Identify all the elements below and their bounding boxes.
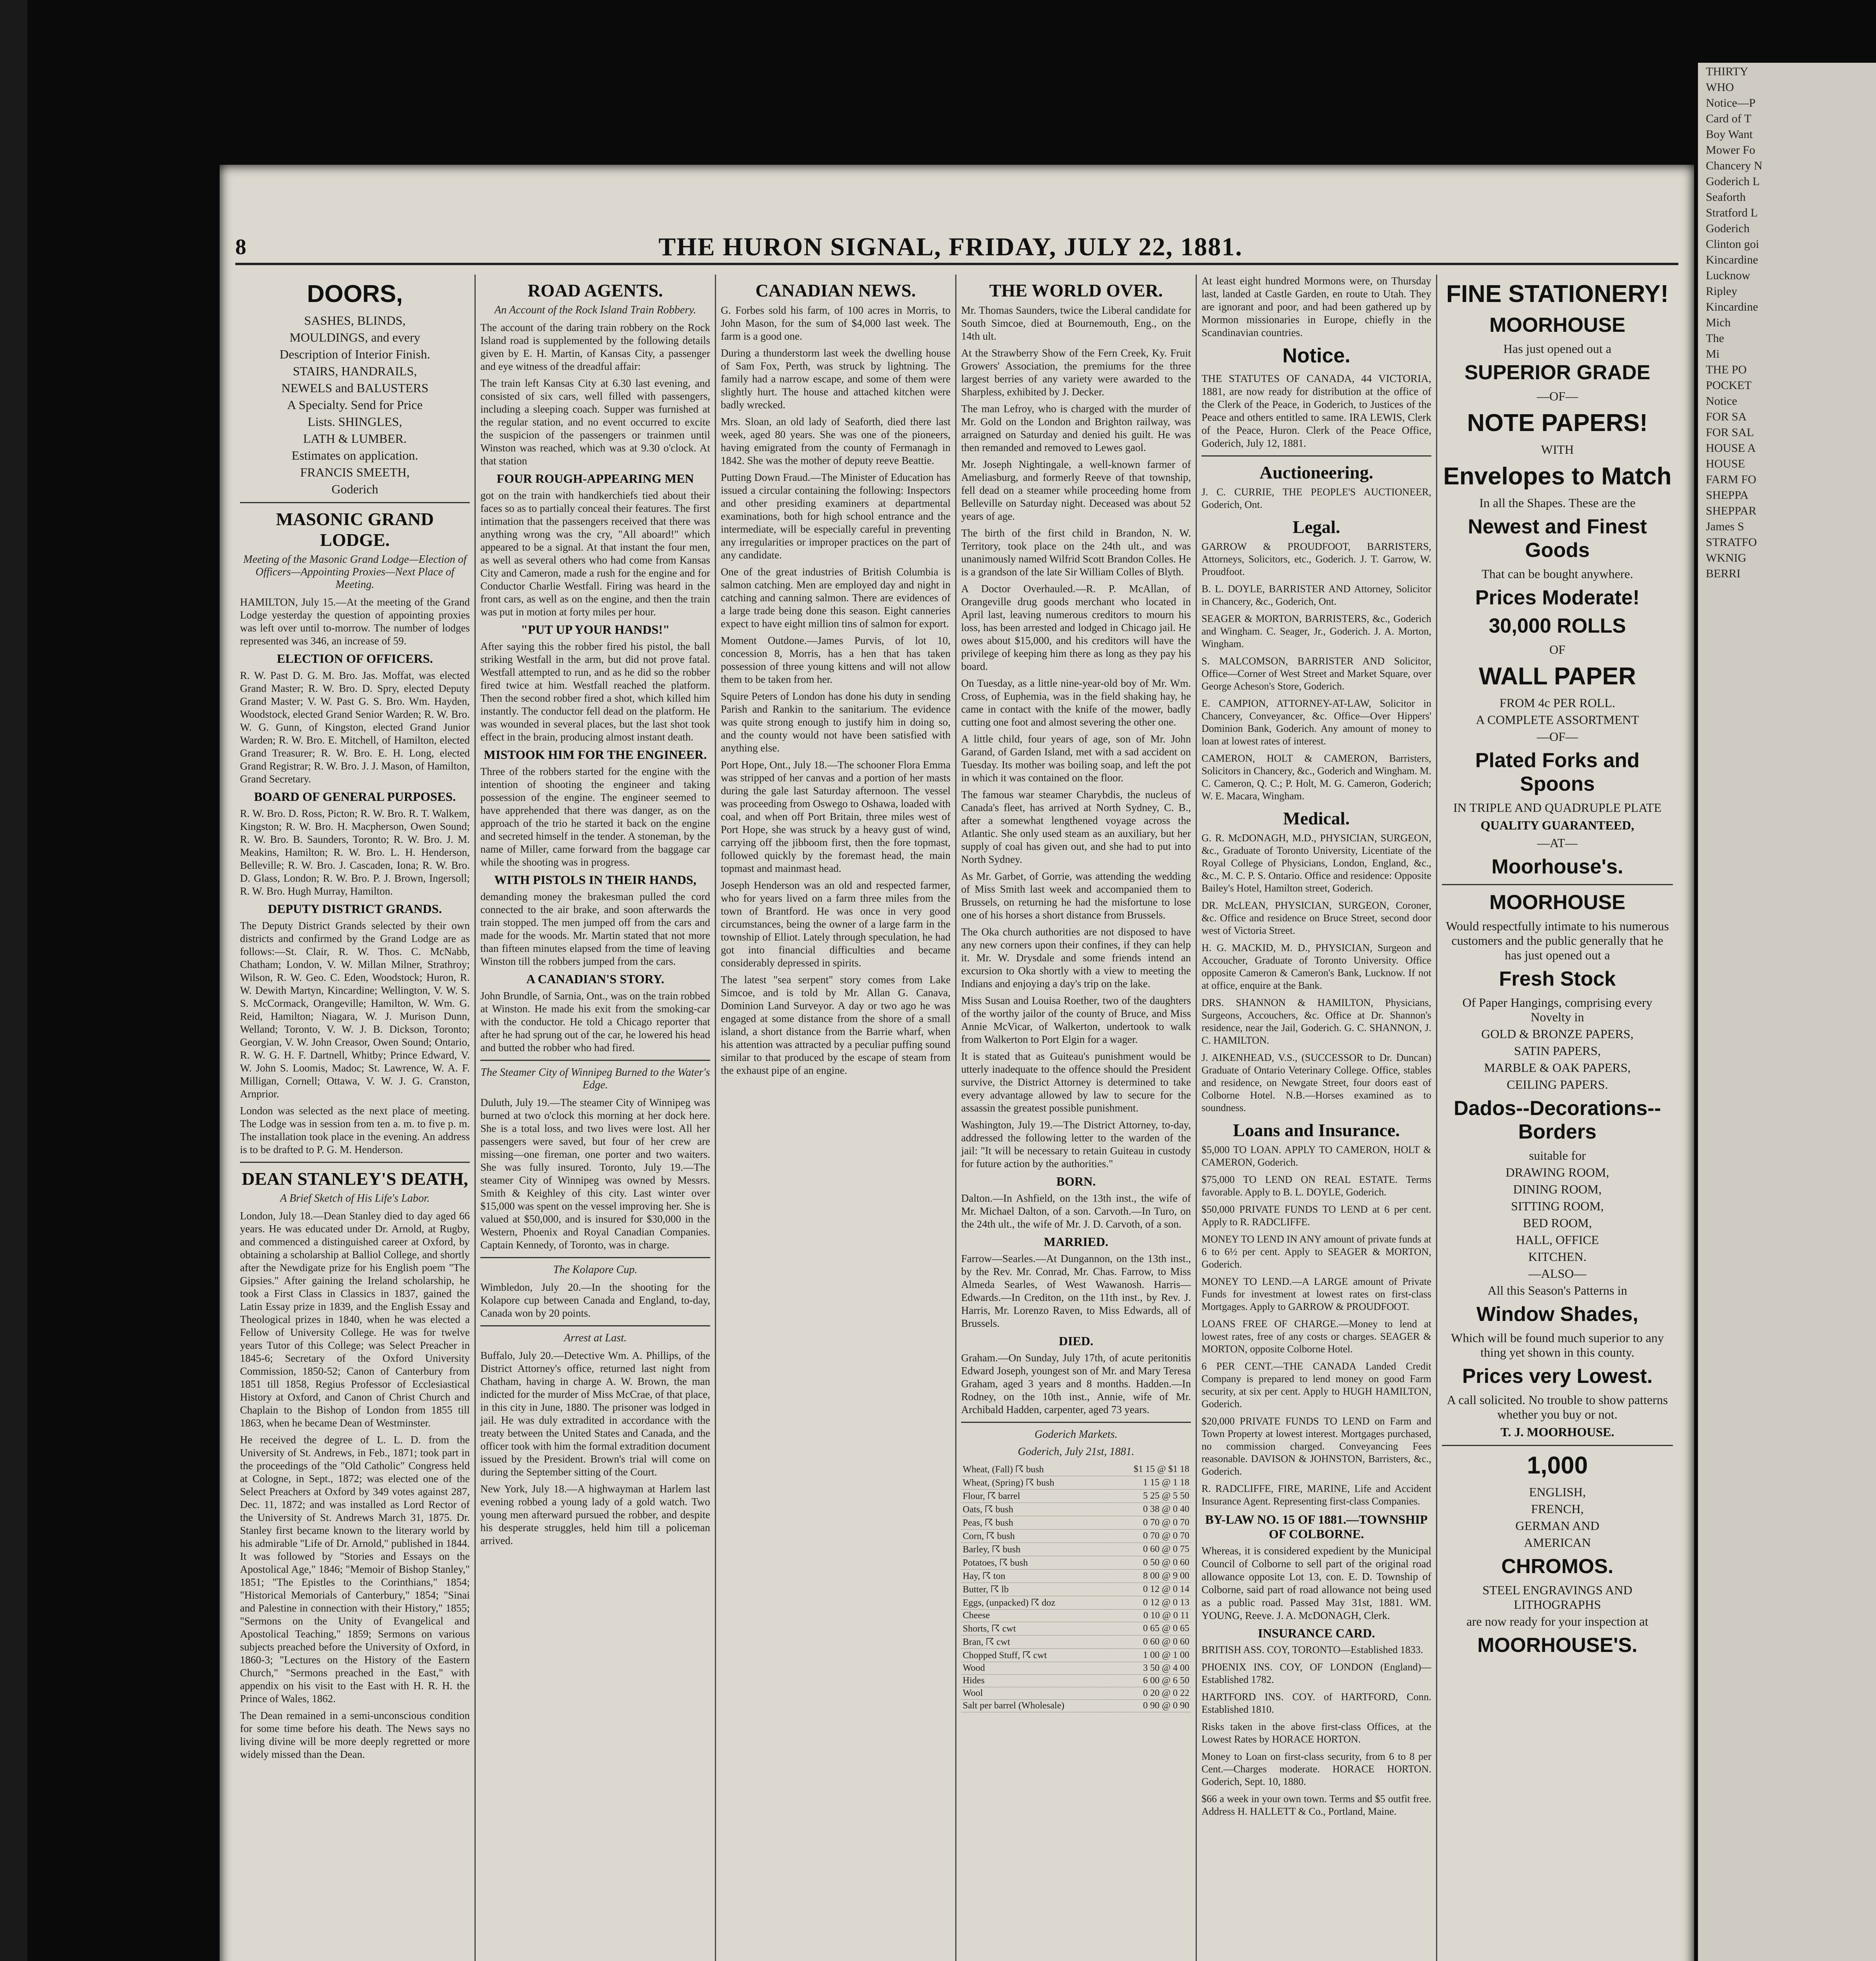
market-row (961, 1543, 1191, 1556)
world-text-13: It is stated that as Guiteau's punishment would be utterly inadequate to the offence should the President survive, the District Attorney is determined to take every advantage allowed by law to secure for the assassin the greatest possible punishment. (961, 1050, 1191, 1114)
market-item: Hides (961, 1675, 1108, 1687)
canadian-text-1: G. Forbes sold his farm, of 100 acres in Morris, to John Mason, for the sum of $4,000 last week. The farm is a good one. (721, 304, 951, 342)
scrap-fragment: POCKET (1706, 379, 1752, 392)
scrap-fragment: Mi (1706, 347, 1720, 360)
ad-line-7: IN TRIPLE AND QUADRUPLE PLATE (1453, 800, 1661, 815)
papers-list (1442, 1027, 1673, 1092)
market-row (961, 1530, 1191, 1543)
market-price: 1 15 @ 1 18 (1108, 1476, 1191, 1490)
doors-ad-line: FRANCIS SMEETH, (300, 465, 410, 479)
board-text: R. W. Bro. D. Ross, Picton; R. W. Bro. R. T. Walkem, Kingston; R. W. Bro. H. Macpherson, Owen Sound; R. W. Bro. B. Saunders, Toronto; R. W. Bro. J. M. Meakins, Hamilton; R. W. Bro. L. H. Henderson, Belleville; R. W. Bro. J. Cascaden, Iona; R. W. Bro. D. Glass, London; R. W. Bro. P. J. Brown, Ingersoll; R. W. Bro. Hugh Murray, Hamilton. (240, 808, 470, 897)
scrap-fragment: Notice (1706, 395, 1737, 407)
doors-ad-line: SASHES, BLINDS, (304, 313, 406, 327)
road-agents-subtitle: An Account of the Rock Island Train Robbery. (494, 304, 696, 316)
scrap-fragment: Kincardine (1706, 253, 1758, 266)
market-price: 5 25 @ 5 50 (1108, 1490, 1191, 1503)
medical-card: DR. McLEAN, PHYSICIAN, SURGEON, Coroner, &c. Office and residence on Bruce Street, second door west of Victoria Street. (1202, 900, 1431, 936)
scrap-fragment: FOR SAL (1706, 426, 1754, 439)
loan-card: LOANS FREE OF CHARGE.—Money to lend at lowest rates, free of any costs or charges. SEAGER & MORTON, opposite Colborne Hotel. (1202, 1318, 1431, 1355)
world-text-12: Miss Susan and Louisa Roether, two of the daughters of the worthy jailor of the county of Bruce, and Miss Annie McVicar, of Walkerton, undertook to walk from Walkerton to Port Elgin for a wager. (961, 995, 1191, 1045)
markets-table (961, 1463, 1191, 1712)
doors-ad-line: Goderich (331, 482, 378, 496)
legal-card: B. L. DOYLE, BARRISTER AND Attorney, Solicitor in Chancery, &c., Goderich, Ont. (1202, 583, 1431, 607)
market-item: Eggs, (unpacked) ☈ doz (961, 1596, 1108, 1610)
of-1: OF (1549, 642, 1565, 657)
arrest-text-2: New York, July 18.—A highwayman at Harlem last evening robbed a young lady of a gold watch. Two young men afterward pursued the robber, and despite his desperate struggles, held him till a policeman arrived. (480, 1483, 710, 1546)
loans-title: Loans and Insurance. (1233, 1120, 1400, 1140)
ad-line-3: In all the Shapes. These are the (1479, 496, 1636, 510)
election-heading: ELECTION OF OFFICERS. (277, 651, 433, 666)
legal-card: E. CAMPION, ATTORNEY-AT-LAW, Solicitor in Chancery, Conveyancer, &c. Office—Over Hippers' Dominion Bank, Goderich. Any amount of money to loan at lowest rates of interest. (1202, 698, 1431, 747)
insurance-list (1202, 1644, 1431, 1746)
paper-type: CEILING PAPERS. (1507, 1077, 1608, 1091)
room-type: DRAWING ROOM, (1505, 1165, 1609, 1179)
adjacent-page-scrap (1698, 63, 1876, 1961)
scrap-fragment: SHEPPAR (1706, 504, 1756, 517)
kolapore-text: Wimbledon, July 20.—In the shooting for the Kolapore cup between Canada and England, to-day, Canada won by 20 points. (480, 1281, 710, 1319)
ad-line-1: Has just opened out a (1503, 342, 1612, 356)
canadian-text-9: Joseph Henderson was an old and respected farmer, who for years lived on a farm three miles from the town of Brantford. He was once in very good circumstances, being the owner of a large farm in the township of Elliot. Lately through speculation, he had got into financial difficulties and became considerably depressed in spirits. (721, 879, 951, 969)
market-item: Wood (961, 1662, 1108, 1675)
market-item: Bran, ☈ cwt (961, 1635, 1108, 1649)
scrap-fragment: HOUSE (1706, 457, 1745, 470)
divider (480, 1325, 710, 1326)
loan-card: 6 PER CENT.—THE CANADA Landed Credit Company is prepared to lend money on good Farm security, at six per cent. Apply to HUGH HAMILTON, Goderich. (1202, 1361, 1431, 1410)
market-item: Wool (961, 1687, 1108, 1700)
moorhouses-final: MOORHOUSE'S. (1477, 1634, 1638, 1657)
steamer-title: The Steamer City of Winnipeg Burned to the Water's Edge. (480, 1066, 710, 1091)
doors-ad-line: A Specialty. Send for Price (287, 398, 423, 412)
world-text-3: The man Lefroy, who is charged with the murder of Mr. Gold on the London and Brighton railway, was arraigned on Saturday and denied his guilt. He was then remanded and removed to Lewes gaol. (961, 403, 1191, 453)
medical-list (1202, 832, 1431, 1114)
canadian-text-2: During a thunderstorm last week the dwelling house of Sam Fox, Perth, was struck by lightning. The family had a narrow escape, and some of them were slightly hurt. The house and attached kitchen were badly wrecked. (721, 347, 951, 411)
moorhouses-title: Moorhouse's. (1491, 855, 1623, 878)
stanley-text-3: The Dean remained in a semi-unconscious condition for some time before his death. The News says no living divine will be more deeply regretted or more widely missed than the Dean. (240, 1710, 470, 1760)
stanley-text-2: He received the degree of L. L. D. from the University of St. Andrews, in Feb., 1871; took part in the proceedings of the "Old Catholic" Congress held at Cologne, in Sept., 1872; was elected one of the Select Preachers at Oxford by 349 votes against 287, Dec. 11, 1872; and was installed as Lord Rector of the University of St. Andrews March 31, 1875. Dr. Stanley first became known to the literary world by his admirable "Life of Dr. Arnold," published in 1844. It was followed by "Stories and Essays on the Apostolical Age," 1846; "Memoir of Bishop Stanley," 1851; "The Epistles to the Corinthians," 1854; "Historical Memorials of Canterbury," 1854; "Sinai and Palestine in connection with their History," 1855; "Sermons on the Unity of Evangelical and Apostolical Teaching," 1859; Sermons on various subjects preached before the University of Oxford, in 1860-3; "Lectures on the History of the Eastern Church," "Sermons preached in the East," with appendix on his visit to the East with H. R. H. the Prince of Wales, 1862. (240, 1434, 470, 1705)
steamer-text: Duluth, July 19.—The steamer City of Winnipeg was burned at two o'clock this morning at her dock here. She is a total loss, and two lives were lost. All her passengers were saved, but four of her crew are missing—one fireman, one porter and two waiters. She was fully insured. Toronto, July 19.—The steamer City of Winnipeg was owned by Messrs. Smith & Keighley of this city. Last winter over $15,000 was spent on the vessel improving her. She is valued at $50,000, and is insured for $30,000 in the Western, Phoenix and Royal Canadian Companies. Captain Kennedy, of Toronto, was in charge. (480, 1097, 710, 1251)
road-text-4: After saying this the robber fired his pistol, the ball striking Westfall in the arm, but did not prove fatal. Westfall attempted to run, and as he did so the robber fired twice at him. Westfall reached the platform. Then the second robber fired a shot, which killed him instantly. The conductor fell dead on the platform. He was wounded in several places, but the last shot took effect in the brain, producing almost instant death. (480, 640, 710, 743)
newspaper-page (220, 165, 1694, 1961)
scrap-fragment: Lucknow (1706, 269, 1751, 282)
sixty-ad: $66 a week in your own town. Terms and $5 outfit free. Address H. HALLETT & Co., Portland, Maine. (1202, 1793, 1431, 1817)
market-price: 0 60 @ 0 75 (1108, 1543, 1191, 1556)
insurance-title: INSURANCE CARD. (1258, 1626, 1375, 1640)
left-edge-scrap (0, 0, 27, 1961)
chromos-title: CHROMOS. (1501, 1555, 1614, 1578)
born-heading: BORN. (1056, 1174, 1096, 1188)
scrap-fragment: Goderich (1706, 222, 1750, 235)
insurance-item: BRITISH ASS. COY, TORONTO—Established 1833. (1202, 1644, 1423, 1655)
note-papers-title: NOTE PAPERS! (1467, 409, 1648, 437)
market-item: Corn, ☈ bush (961, 1530, 1108, 1543)
canadian-text-4: Putting Down Fraud.—The Minister of Education has issued a circular containing the following: Inspectors and other presiding examiners at departmental examinations, both for high school entrance and the intermediate, will be especially careful in preventing any irregularities or improper practices on the part of any candidate. (721, 471, 951, 561)
scrap-fragment: James S (1706, 520, 1744, 533)
road-text-2: The train left Kansas City at 6.30 last evening, and consisted of six cars, well filled with passengers, including a sleeping coach. Supper was furnished at the regular station, and no event occurred to excite the suspicion of the passengers or trainmen until Winston was reached, which was at 9.30 o'clock. At that station (480, 377, 710, 467)
road-text-7: John Brundle, of Sarnia, Ont., was on the train robbed at Winston. He made his exit from the smoking-car with the conductor. He told a Chicago reporter that after he had sprung out of the car, he lowered his head and butted the robber who had fired. (480, 990, 710, 1053)
scrap-fragment: Chancery N (1706, 159, 1763, 172)
divider (1442, 884, 1673, 885)
scrap-fragment: Card of T (1706, 112, 1752, 125)
market-item: Salt per barrel (Wholesale) (961, 1700, 1108, 1712)
died-text: Graham.—On Sunday, July 17th, of acute peritonitis Edward Joseph, youngest son of Mr. and Mary Teresa Graham, aged 3 years and 8 months. Hadden.—In Rodney, on the 10th inst., Annie, wife of Mr. Archibald Hadden, carpenter, aged 73 years. (961, 1352, 1191, 1415)
stanley-subtitle: A Brief Sketch of His Life's Labor. (280, 1192, 430, 1204)
arrest-text: Buffalo, July 20.—Detective Wm. A. Phillips, of the District Attorney's office, returned last night from Chatham, having in charge A. W. Brown, the man indicted for the murder of Miss McCrae, of that place, in this city in June, 1880. The prisoner was lodged in jail. He was duly extradited in accordance with the treaty between the United States and Canada, and the officer took with him the formal extradition document issued by the President. Brown's trial will come on during the September sitting of the Court. (480, 1350, 710, 1478)
insurance-item: HARTFORD INS. COY. of HARTFORD, Conn. Established 1810. (1202, 1691, 1431, 1715)
thousand-title: 1,000 (1527, 1452, 1588, 1479)
market-row (961, 1687, 1191, 1700)
scrap-fragment: WKNIG (1706, 551, 1747, 564)
scrap-fragment: Kincardine (1706, 300, 1758, 313)
road-text-5: Three of the robbers started for the engine with the intention of shooting the engineer and taking possession of the engine. The engineer seemed to have apprehended that there was danger, as on the approach of the trio he started it back on the engine and secreted himself in the tender. A stoneman, by the name of Miller, came forward from the baggage car while the shooting was in progress. (480, 766, 710, 868)
window-shades-title: Window Shades, (1476, 1303, 1638, 1326)
scrap-fragment: Clinton goi (1706, 238, 1759, 251)
chromo-origin: ENGLISH, (1529, 1485, 1586, 1499)
hands-heading: "PUT UP YOUR HANDS!" (521, 622, 670, 637)
world-text-1: Mr. Thomas Saunders, twice the Liberal candidate for South Simcoe, died at Bournemouth, Eng., on the 14th ult. (961, 304, 1191, 342)
column-5 (1197, 275, 1437, 1961)
canadian-text-10: The latest "sea serpent" story comes from Lake Simcoe, and is told by Mr. Allan G. Canava, Dominion Land Surveyor. A day or two ago he was engaged at some distance from the shore of a small island, a short distance from the Barrie wharf, when his attention was attracted by a peculiar puffing sound similar to that produced by the escape of steam from the exhaust pipe of an engine. (721, 974, 951, 1076)
market-row (961, 1610, 1191, 1622)
doors-ad-line: Lists. SHINGLES, (307, 415, 402, 429)
divider (1202, 455, 1431, 457)
doors-ad-title: DOORS, (307, 280, 403, 307)
doors-ad-line: Estimates on application. (291, 448, 418, 462)
with-line: WITH (1541, 442, 1574, 457)
auction-title: Auctioneering. (1259, 462, 1373, 482)
masonic-text: HAMILTON, July 15.—At the meeting of the Grand Lodge yesterday the question of appointing proxies was left over until to-morrow. The number of lodges represented was 346, an increase of 59. (240, 596, 470, 647)
road-text-1: The account of the daring train robbery on the Rock Island road is supplemented by the following details given by E. H. Martin, of Kansas City, a passenger and eye witness of the dreadful affair: (480, 322, 710, 372)
market-row (961, 1570, 1191, 1583)
notice-title: Notice. (1282, 344, 1351, 367)
market-price: $1 15 @ $1 18 (1108, 1463, 1191, 1476)
ad-line-12: A call solicited. No trouble to show patterns whether you buy or not. (1447, 1393, 1668, 1421)
market-item: Wheat, (Spring) ☈ bush (961, 1476, 1108, 1490)
legal-card: S. MALCOMSON, BARRISTER AND Solicitor, Office—Corner of West Street and Market Square, over George Acheson's Store, Goderich. (1202, 655, 1431, 692)
divider (240, 1162, 470, 1163)
election-text: R. W. Past D. G. M. Bro. Jas. Moffat, was elected Grand Master; R. W. Bro. D. Spry, elected Deputy Grand Master; V. W. Past G. S. Bro. Wm. Hayden, Woodstock, elected Grand Senior Warden; R. W. Bro. W. G. Gunn, of Kingston, elected Grand Junior Warden; R. W. Bro. E. Mitchell, of Hamilton, elected Grand Treasurer; R. W. Bro. E. H. Long, elected Grand Registrar; R. W. Bro. J. J. Mason, of Hamilton, Grand Secretary. (240, 669, 470, 785)
masonic-title: MASONIC GRAND LODGE. (276, 509, 434, 550)
fine-stationery-title: FINE STATIONERY! (1446, 280, 1669, 307)
market-price: 0 65 @ 0 65 (1108, 1622, 1191, 1635)
kolapore-title: The Kolapore Cup. (553, 1264, 638, 1276)
insurance-item: PHOENIX INS. COY, OF LONDON (England)—Established 1782. (1202, 1661, 1431, 1685)
doors-ad-lines (240, 313, 470, 497)
four-men-heading: FOUR ROUGH-APPEARING MEN (496, 471, 694, 486)
market-item: Cheese (961, 1610, 1108, 1622)
insurance-close: Money to Loan on first-class security, from 6 to 8 per Cent.—Charges moderate. HORACE HORTON. Goderich, Sept. 10, 1880. (1202, 1751, 1431, 1787)
doors-ad-line: NEWELS and BALUSTERS (281, 381, 429, 395)
room-type: SITTING ROOM, (1511, 1199, 1604, 1213)
column-6 (1437, 275, 1678, 1961)
dados-title: Dados--Decorations--Borders (1454, 1097, 1661, 1143)
market-item: Chopped Stuff, ☈ cwt (961, 1649, 1108, 1662)
paper-type: MARBLE & OAK PAPERS, (1484, 1061, 1631, 1075)
market-item: Oats, ☈ bush (961, 1503, 1108, 1516)
market-price: 0 12 @ 0 14 (1108, 1583, 1191, 1596)
market-price: 8 00 @ 9 00 (1108, 1570, 1191, 1583)
doors-ad-line: LATH & LUMBER. (303, 431, 407, 446)
scrap-fragment: Goderich L (1706, 175, 1760, 188)
market-row (961, 1463, 1191, 1476)
scrap-fragment: FARM FO (1706, 473, 1756, 486)
ad-line-6: A COMPLETE ASSORTMENT (1476, 713, 1639, 727)
ad-line-8: Would respectfully intimate to his numerous customers and the public generally that he has just opened out a (1446, 919, 1669, 962)
market-price: 0 12 @ 0 13 (1108, 1596, 1191, 1610)
mistook-heading: MISTOOK HIM FOR THE ENGINEER. (484, 748, 707, 762)
markets-title: Goderich Markets. (1034, 1428, 1118, 1441)
market-item: Hay, ☈ ton (961, 1570, 1108, 1583)
column-4 (956, 275, 1197, 1961)
divider (1442, 1445, 1673, 1446)
market-row (961, 1635, 1191, 1649)
prices-lowest-title: Prices very Lowest. (1462, 1365, 1653, 1388)
paper-type: GOLD & BRONZE PAPERS, (1481, 1027, 1634, 1041)
legal-card: CAMERON, HOLT & CAMERON, Barristers, Solicitors in Chancery, &c., Goderich and Wingham. M. C. Cameron, Q. C.; P. Holt, M. G. Cameron, Goderich; W. E. Macara, Wingham. (1202, 753, 1432, 802)
at-line: —AT— (1537, 836, 1578, 850)
market-item: Barley, ☈ bush (961, 1543, 1108, 1556)
origins-list (1442, 1485, 1673, 1550)
pistols-heading: WITH PISTOLS IN THEIR HANDS, (494, 873, 696, 887)
newspaper-title: THE HURON SIGNAL, FRIDAY, JULY 22, 1881. (658, 233, 1243, 261)
columns (235, 275, 1678, 1961)
loan-card: MONEY TO LEND.—A LARGE amount of Private Funds for investment at lowest rates on first-class Mortgages. Apply to GARROW & PROUDFOOT. (1202, 1276, 1431, 1312)
market-price: 1 00 @ 1 00 (1108, 1649, 1191, 1662)
moorhouse-name-2: MOORHOUSE (1489, 891, 1625, 914)
scrap-fragment: Seaforth (1706, 191, 1746, 204)
scrap-fragment: THIRTY (1706, 65, 1749, 78)
divider (480, 1060, 710, 1061)
canadian-text-7: Squire Peters of London has done his duty in sending Parish and Rankin to the sanitarium. The evidence was quite strong enough to justify him in doing so, and the county would not have been satisfied with anything else. (721, 690, 951, 754)
or-1: —OF— (1537, 389, 1578, 403)
market-item: Wheat, (Fall) ☈ bush (961, 1463, 1108, 1476)
world-text-11: The Oka church authorities are not disposed to have any new corners upon their confines, if they can help it. Mr. W. Drysdale and some friends intend an excursion to Oka shortly with a view to meeting the Indians and enjoying a day's trip on the lake. (961, 926, 1191, 990)
scrap-fragment: The (1706, 332, 1724, 345)
born-text: Dalton.—In Ashfield, on the 13th inst., the wife of Mr. Michael Dalton, of a son. Carvoth.—In Turo, on the 24th ult., the wife of Mr. J. D. Carvoth, of a son. (961, 1192, 1191, 1230)
arrest-title: Arrest at Last. (564, 1332, 627, 1344)
road-text-6: demanding money the brakesman pulled the cord connected to the air brake, and soon afterwards the train stopped. The men jumped off from the cars and made for the woods. Mr. Martin stated that not more than fifteen minutes elapsed from the time of leaving Winston till the robbers jumped from the cars. (480, 891, 710, 967)
world-text-4: Mr. Joseph Nightingale, a well-known farmer of Ameliasburg, and formerly Reeve of that township, fell dead on a steamer while proceeding home from Belleville on Saturday night. Deceased was about 52 years of age. (961, 458, 1191, 522)
world-text-14: Washington, July 19.—The District Attorney, to-day, addressed the following letter to the warden of the jail: "It will be necessary to retain Guiteau in custody for future action by the authorities." (961, 1119, 1191, 1170)
market-row (961, 1476, 1191, 1490)
chromo-origin: FRENCH, (1531, 1502, 1584, 1516)
world-text-5: The birth of the first child in Brandon, N. W. Territory, took place on the 24th ult., and was unanimously named Wilfrid Scott Brandon Colles. He is a grandson of the late Sir William Colles of Blyth. (961, 527, 1191, 578)
legal-card: GARROW & PROUDFOOT, BARRISTERS, Attorneys, Solicitors, etc., Goderich. J. T. Garrow, W. Proudfoot. (1202, 541, 1431, 577)
market-item: Butter, ☈ lb (961, 1583, 1108, 1596)
ad-line-14: are now ready for your inspection at (1466, 1614, 1649, 1628)
chromo-origin: AMERICAN (1524, 1535, 1591, 1550)
world-over-title: THE WORLD OVER. (989, 280, 1163, 300)
ad-line-13: STEEL ENGRAVINGS AND LITHOGRAPHS (1482, 1583, 1632, 1612)
room-type: DINING ROOM, (1513, 1182, 1602, 1196)
scrap-fragment: WHO (1706, 81, 1734, 94)
column-3 (716, 275, 956, 1961)
doors-ad-line: Description of Interior Finish. (280, 347, 430, 361)
paper-type: SATIN PAPERS, (1514, 1044, 1601, 1058)
ad-line-5: FROM 4c PER ROLL. (1499, 696, 1616, 710)
market-item: Shorts, ☈ cwt (961, 1622, 1108, 1635)
divider (240, 502, 470, 503)
scrap-fragment: Stratford L (1706, 206, 1758, 219)
scrap-fragment: Boy Want (1706, 128, 1753, 141)
also-line: —ALSO— (1528, 1266, 1587, 1281)
market-row (961, 1700, 1191, 1712)
loan-card: MONEY TO LEND IN ANY amount of private funds at 6 to 6½ per cent. Apply to SEAGER & MORTON, Goderich. (1202, 1233, 1431, 1270)
loan-card: $50,000 PRIVATE FUNDS TO LEND at 6 per cent. Apply to R. RADCLIFFE. (1202, 1204, 1431, 1228)
married-text: Farrow—Searles.—At Dungannon, on the 13th inst., by the Rev. Mr. Conrad, Mr. Chas. Farrow, to Miss Almeda Searles, of West Wawanosh. Harris—Edwards.—In Crediton, on the 11th inst., by Rev. J. Harris, Mr. Lorenzo Raven, to Miss Edwards, all of Brussels. (961, 1253, 1191, 1329)
market-price: 0 38 @ 0 40 (1108, 1503, 1191, 1516)
legal-list (1202, 540, 1431, 802)
stanley-text-1: London, July 18.—Dean Stanley died to day aged 66 years. He was educated under Dr. Arnold, at Rugby, and commenced a distinguished career at Oxford, by obtaining a scholarship at Balliol College, and shortly after the Newdigate prize for his English poem "The Gipsies." After gaining the Ireland scholarship, he took a First Class in Classics in 1837, gained the Latin Essay prize in 1839, and the English Essay and Theological prizes in 1840, when he was elected a Fellow of University College. He was for twelve years Tutor of this College; was Select Preacher in 1845-6; Secretary of the Oxford University Commission, 1850-52; Canon of Canterbury from 1851 till 1858, Regius Professor of Ecclesiastical History at Oxford, and Canon of Christ Church and Chaplain to the Bishop of London from 1855 till 1863, when he became Dean of Westminster. (240, 1210, 470, 1429)
market-item: Flour, ☈ barrel (961, 1490, 1108, 1503)
canadian-story-heading: A CANADIAN'S STORY. (526, 972, 664, 986)
stanley-title: DEAN STANLEY'S DEATH, (242, 1169, 468, 1189)
masonic-close: London was selected as the next place of meeting. The Lodge was in session from ten a. m. to five p. m. The installation took place in the evening. An address is to be drafted to P. G. M. Henderson. (240, 1105, 470, 1155)
scrap-fragment: Notice—P (1706, 96, 1756, 109)
quality-guaranteed: QUALITY GUARANTEED, (1480, 818, 1634, 832)
legal-card: SEAGER & MORTON, BARRISTERS, &c., Goderich and Wingham. C. Seager, Jr., Goderich. J. A. Morton, Wingham. (1202, 613, 1431, 649)
loan-card: $5,000 TO LOAN. APPLY TO CAMERON, HOLT & CAMERON, Goderich. (1202, 1144, 1431, 1168)
room-type: BED ROOM, (1523, 1216, 1592, 1230)
market-row (961, 1622, 1191, 1635)
medical-title: Medical. (1283, 808, 1350, 828)
ad-line-10: All this Season's Patterns in (1487, 1283, 1627, 1297)
scrap-fragment: SHEPPA (1706, 489, 1749, 502)
world-text-8: A little child, four years of age, son of Mr. John Garand, of Garden Island, met with a sad accident on Tuesday. Its mother was boiling soap, and left the pot in which it was contained on the floor. (961, 733, 1191, 784)
column-1 (235, 275, 476, 1961)
world-text-6: A Doctor Overhauled.—R. P. McAllan, of Orangeville drug goods merchant who located in April last, leaving numerous creditors to mourn his loss, has been arrested and lodged in Chicago jail. He owes about $15,000, and his creditors will have the privilege of keeping him there as long as they pay his board. (961, 583, 1191, 672)
of-2: —OF— (1537, 729, 1578, 744)
canadian-text-6: Moment Outdone.—James Purvis, of lot 10, concession 8, Morris, has a hen that has taken possession of three young kittens and will not allow them to be taken from her. (721, 635, 951, 685)
legal-title: Legal. (1292, 517, 1340, 537)
chromo-origin: GERMAN AND (1515, 1519, 1600, 1533)
market-price: 0 70 @ 0 70 (1108, 1516, 1191, 1530)
canadian-text-5: One of the great industries of British Columbia is salmon catching. Men are employed day and night in catching and canning salmon. There are evidences of a large trade being done this season. Eight canneries expect to have eight million tins of salmon for export. (721, 566, 951, 629)
prices-moderate-title: Prices Moderate! (1475, 586, 1640, 609)
masonic-subtitle: Meeting of the Masonic Grand Lodge—Election of Officers—Appointing Proxies—Next Place of Meeting. (243, 553, 467, 591)
auction-text: J. C. CURRIE, THE PEOPLE'S AUCTIONEER, Goderich, Ont. (1202, 486, 1431, 510)
doors-ad-line: MOULDINGS, and every (289, 330, 420, 344)
medical-card: H. G. MACKID, M. D., PHYSICIAN, Surgeon and Accoucher, Graduate of Toronto University. Office opposite Cameron & Cameron's Bank, Lucknow. If not at office, enquire at the Bank. (1202, 942, 1431, 991)
market-price: 0 60 @ 0 60 (1108, 1635, 1191, 1649)
doors-ad-line: STAIRS, HANDRAILS, (293, 364, 417, 378)
market-price: 3 50 @ 4 00 (1108, 1662, 1191, 1675)
bylaw-title: BY-LAW NO. 15 OF 1881.—TOWNSHIP OF COLBORNE. (1205, 1512, 1428, 1541)
mormon-text: At least eight hundred Mormons were, on Thursday last, landed at Castle Garden, en route to Utah. They are ignorant and poor, and had been gathered up by Mormon missionaries in Europe, chiefly in the Scandinavian countries. (1202, 275, 1431, 338)
rooms-list (1442, 1165, 1673, 1264)
market-row (961, 1490, 1191, 1503)
moorhouse-name-3: T. J. MOORHOUSE. (1500, 1425, 1614, 1439)
scrap-fragment: STRATFO (1706, 536, 1757, 549)
page-number: 8 (235, 235, 246, 259)
world-text-2: At the Strawberry Show of the Fern Creek, Ky. Fruit Growers' Association, the premiums for the three largest berries of any variety were awarded to the Sharpless, exhibited by J. Decker. (961, 347, 1191, 398)
scrap-fragment: HOUSE A (1706, 442, 1756, 455)
markets-date: Goderich, July 21st, 1881. (1018, 1446, 1134, 1458)
scrap-fragment: BERRI (1706, 567, 1741, 580)
newest-goods-title: Newest and Finest Goods (1468, 515, 1647, 562)
masthead (235, 231, 1678, 265)
market-row (961, 1649, 1191, 1662)
scrap-fragment: Mower Fo (1706, 144, 1755, 156)
loan-card: $75,000 TO LEND ON REAL ESTATE. Terms favorable. Apply to B. L. DOYLE, Goderich. (1202, 1174, 1431, 1198)
scrap-fragment: Mich (1706, 316, 1731, 329)
divider (480, 1257, 710, 1258)
room-type: HALL, OFFICE (1516, 1233, 1599, 1247)
road-text-3: got on the train with handkerchiefs tied about their faces so as to partially conceal their features. The first intimation that the passengers received that there was anything wrong was the cry, "All aboard!" which appeared to be a signal. At that instant the four men, as well as several others who had come from Kansas City and Cameron, made a rush for the engine and for Conductor Charlie Westfall. Firing was heard in the front cars, as well as on the engine, and then the train was put in motion at forty miles per hour. (480, 489, 710, 618)
canadian-news-title: CANADIAN NEWS. (755, 280, 916, 300)
ad-line-11: Which will be found much superior to any thing yet shown in this county. (1451, 1331, 1664, 1359)
board-heading: BOARD OF GENERAL PURPOSES. (254, 789, 456, 804)
column-2 (476, 275, 716, 1961)
superior-grade: SUPERIOR GRADE (1464, 361, 1651, 384)
market-item: Potatoes, ☈ bush (961, 1556, 1108, 1570)
market-price: 6 00 @ 6 50 (1108, 1675, 1191, 1687)
market-price: 0 20 @ 0 22 (1108, 1687, 1191, 1700)
market-row (961, 1675, 1191, 1687)
market-price: 0 70 @ 0 70 (1108, 1530, 1191, 1543)
deputy-text: The Deputy District Grands selected by their own districts and confirmed by the Grand Lodge are as follows:—St. Clair, R. W. Thos. C. McNabb, Chatham; London, V. W. Millan Milner, Strathroy; Wilson, R. W. Geo. C. Eden, Woodstock; Huron, R. W. Dewith Martyn, Kincardine; Wellington, V. W. S. S. McCormack, Orangeville; Hamilton, W. Wm. G. Reid, Hamilton; Niagara, W. J. Murison Dunn, Welland; Toronto, V. W. J. B. Dickson, Toronto; Georgian, V. W. John Creasor, Owen Sound; Ontario, R. W. G. H. F. Dartnell, Whitby; Prince Edward, V. W. John S. Loomis, Madoc; St. Lawrence, W. A. F. Milligan, Cornell; Ottawa, V. W. J. G. Cranston, Arnprior. (240, 920, 470, 1100)
market-row (961, 1583, 1191, 1596)
notice-text: THE STATUTES OF CANADA, 44 VICTORIA, 1881, are now ready for distribution at the office of the Clerk of the Peace, in Goderich, to Justices of the Peace and others entitled to same. IRA LEWIS, Clerk of the Peace, Huron. Clerk of the Peace Office, Goderich, July 12, 1881. (1202, 373, 1431, 449)
scrap-fragment: Ripley (1706, 285, 1737, 298)
medical-card: DRS. SHANNON & HAMILTON, Physicians, Surgeons, Accouchers, &c. Office at Dr. Shannon's residence, near the Jail, Goderich. G. C. SHANNON, J. C. HAMILTON. (1202, 997, 1431, 1046)
loan-card: R. RADCLIFFE, FIRE, MARINE, Life and Accident Insurance Agent. Representing first-class Companies. (1202, 1483, 1431, 1507)
ad-line-4: That can be bought anywhere. (1482, 567, 1633, 581)
market-row (961, 1662, 1191, 1675)
canadian-text-3: Mrs. Sloan, an old lady of Seaforth, died there last week, aged 80 years. She was one of the pioneers, having emigrated from the county of Fermanagh in 1842. She was the mother of deputy reeve Beattie. (721, 416, 951, 466)
canadian-text-8: Port Hope, Ont., July 18.—The schooner Flora Emma was stripped of her canvas and a portion of her masts during the gale last Saturday afternoon. The vessel was proceeding from Oswego to Oshawa, loaded with coal, and when off Port Britain, three miles west of Port Hope, she was struck by a heavy gust of wind, carrying off the jibboom first, then the fore topmast, followed quickly by the foremast head, the main topmast and mainmast head. (721, 759, 951, 874)
room-type: KITCHEN. (1528, 1250, 1587, 1264)
market-row (961, 1596, 1191, 1610)
plated-forks-title: Plated Forks and Spoons (1475, 749, 1640, 795)
scrap-fragment: FOR SA (1706, 410, 1747, 423)
envelopes-title: Envelopes to Match (1443, 463, 1672, 490)
world-text-10: As Mr. Garbet, of Gorrie, was attending the wedding of Miss Smith last week and accompanied them to Brussels, on returning he had the misfortune to lose one of his horses a short distance from Brussels. (961, 870, 1191, 921)
insurance-item: Risks taken in the above first-class Offices, at the Lowest Rates by HORACE HORTON. (1202, 1721, 1431, 1745)
market-price: 0 10 @ 0 11 (1108, 1610, 1191, 1622)
road-agents-title: ROAD AGENTS. (527, 280, 663, 300)
divider (961, 1422, 1191, 1423)
scrap-fragment: THE PO (1706, 363, 1747, 376)
medical-card: G. R. McDONAGH, M.D., PHYSICIAN, SURGEON, &c., Graduate of Toronto University, Licentiate of the Royal College of Physicians, London, England, &c., &c., M. C. P. S. Ontario. Office and residence: Opposite Bailey's Hotel, Hamilton street, Goderich. (1202, 832, 1431, 894)
rolls-title: 30,000 ROLLS (1489, 615, 1626, 637)
market-price: 0 50 @ 0 60 (1108, 1556, 1191, 1570)
world-text-9: The famous war steamer Charybdis, the nucleus of Canada's fleet, has arrived at North Sydney, C. B., after a somewhat lengthened voyage across the Atlantic. She only used steam as an auxiliary, but her supply of coal has given out, and she had to put into North Sydney. (961, 789, 1191, 865)
market-row (961, 1503, 1191, 1516)
fresh-stock-title: Fresh Stock (1499, 968, 1616, 990)
married-heading: MARRIED. (1043, 1235, 1109, 1249)
world-text-7: On Tuesday, as a little nine-year-old boy of Mr. Wm. Cross, of Euphemia, was in the field shaking hay, he came in contact with the knife of the mower, badly cutting one foot and almost severing the other one. (961, 677, 1191, 728)
suitable-line: suitable for (1529, 1148, 1586, 1162)
loans-list (1202, 1144, 1431, 1508)
loan-card: $20,000 PRIVATE FUNDS TO LEND on Farm and Town Property at lowest interest. Mortgages purchased, no commission charged. Conveyancing Fees reasonable. DAVISON & JOHNSTON, Barristers, &c., Goderich. (1202, 1415, 1431, 1477)
market-row (961, 1556, 1191, 1570)
bylaw-text: Whereas, it is considered expedient by the Municipal Council of Colborne to sell part of the original road allowance opposite Lot 13, con. E. D. Township of Colborne, said part of road allowance not being used as a public road. Passed May 31st, 1881. WM. YOUNG, Reeve. J. A. McDONAGH, Clerk. (1202, 1545, 1431, 1621)
ad-line-9: Of Paper Hangings, comprising every Novelty in (1462, 995, 1652, 1024)
deputy-heading: DEPUTY DISTRICT GRANDS. (268, 902, 442, 916)
medical-card: J. AIKENHEAD, V.S., (SUCCESSOR to Dr. Duncan) Graduate of Ontario Veterinary College. Office, stables and residence, on Newgate Street, four doors east of Colborne Hotel. N.B.—Horses examined as to soundness. (1202, 1052, 1431, 1113)
died-heading: DIED. (1058, 1334, 1093, 1348)
market-price: 0 90 @ 0 90 (1108, 1700, 1191, 1712)
market-row (961, 1516, 1191, 1530)
wall-paper-title: WALL PAPER (1479, 663, 1636, 690)
moorhouse-name-1: MOORHOUSE (1489, 314, 1625, 337)
market-item: Peas, ☈ bush (961, 1516, 1108, 1530)
